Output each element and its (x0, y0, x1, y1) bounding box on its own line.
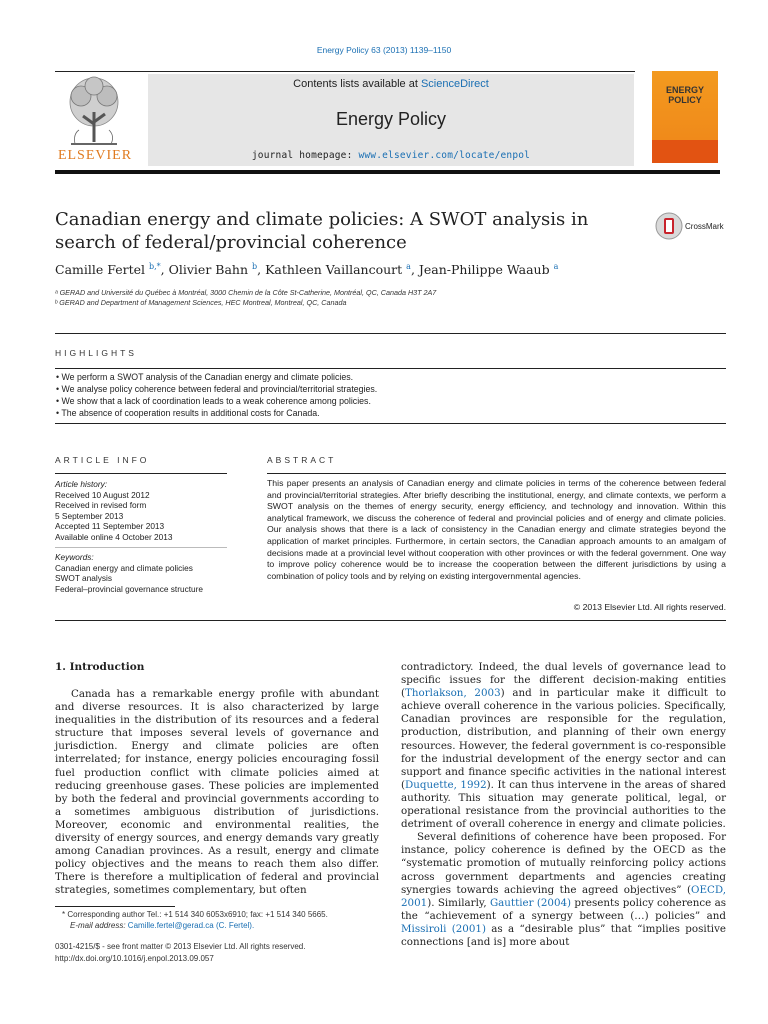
citation-link[interactable]: Thorlakson, 2003 (405, 687, 501, 700)
paragraph (401, 831, 726, 949)
author-name: Kathleen Vaillancourt (265, 262, 403, 278)
divider (55, 423, 726, 424)
issn-line: 0301-4215/$ - see front matter © 2013 Elsevier Ltd. All rights reserved. (55, 942, 306, 951)
contents-line (148, 78, 634, 90)
text-run: presents policy coherence as the “achievement of a synergy between (…) policies” and (401, 896, 727, 922)
text-run: as a “desirable plus” that “implies positive connections [and is] more about (401, 922, 726, 948)
author-affiliation-marker[interactable]: a (406, 262, 411, 271)
article-history (55, 479, 172, 542)
crossmark-icon (655, 212, 683, 240)
author-list: Camille Fertel $^{b,*}$, Olivier Bahn $^b$, Kathleen Vaillancourt $^a$, Jean-Philippe Waaub $^a$ (55, 262, 559, 278)
email-label: E-mail address: (70, 921, 128, 930)
abstract-heading: ABSTRACT (267, 455, 337, 465)
divider (55, 333, 726, 334)
citation-link[interactable]: Duquette, 1992 (405, 778, 487, 791)
citation-link[interactable]: Missiroli (2001) (401, 922, 486, 935)
highlight-item: • We show that a lack of coordination leads to a weak coherence among policies. (56, 396, 371, 406)
author-name: Olivier Bahn (168, 262, 249, 278)
crossmark-label: CrossMark (685, 222, 724, 231)
history-line: Accepted 11 September 2013 (55, 521, 165, 531)
text-run: ) and in particular make it difficult to achieve overall coherence in the various policies. Specifically, Canadian provinces are responsible for the regulation, production, distribution, and planning of their own energy resources. However, the federal government is co-responsible for the industrial development of the energy sector and can support and finance specific activities in the national interest ( (401, 687, 726, 791)
author-affiliation-marker[interactable]: b,* (149, 262, 161, 271)
divider (267, 473, 726, 474)
elsevier-wordmark: ELSEVIER (57, 148, 133, 163)
history-line: Available online 4 October 2013 (55, 531, 173, 542)
history-line: Received in revised form (55, 500, 147, 510)
citation-link[interactable]: Gauttier (2004) (489, 896, 572, 909)
copyright: © 2013 Elsevier Ltd. All rights reserved. (573, 602, 726, 612)
text-run: Several definitions of coherence have been proposed. For instance, policy coherence is defined by the OECD as the “systematic promotion of mutually reinforcing policy actions across government departments and agencies creating synergies towards achieving the agreed objectives” ( (401, 831, 726, 896)
sciencedirect-link[interactable]: ScienceDirect (420, 78, 489, 90)
left-column (55, 688, 379, 898)
homepage-prefix: journal homepage: (251, 150, 359, 161)
cover-title: ENERGY POLICY (665, 85, 704, 105)
keywords-label: Keywords: (55, 552, 94, 562)
highlights-heading: HIGHLIGHTS (55, 348, 137, 358)
affiliation-b: ᵇ GERAD and Department of Management Sciences, HEC Montreal, Montreal, QC, Canada (55, 298, 347, 307)
article-title: Canadian energy and climate policies: A SWOT analysis in search of federal/provincial coherence (55, 209, 589, 253)
highlight-item: • We perform a SWOT analysis of the Canadian energy and climate policies. (56, 372, 354, 382)
author-affiliation-marker[interactable]: a (553, 262, 559, 271)
paragraph (401, 661, 726, 831)
text-run: contradictory. Indeed, the dual levels of governance lead to specific issues for the different decision-making entities ( (401, 661, 726, 700)
keyword: Canadian energy and climate policies (55, 562, 193, 573)
divider (55, 368, 726, 369)
contents-prefix: Contents lists available at (293, 78, 421, 90)
author-name: Jean-Philippe Waaub (418, 262, 550, 278)
email-note (70, 921, 254, 930)
paragraph: Canada has a remarkable energy profile with abundant and diverse resources. It is also characterized by large inequalities in the distribution of its resources and a federal structure that imposes several levels of governance and jurisdiction. Energy and climate policies are often interrelated; for instance, energy policies encouraging fossil fuel production conflict with climate policies aimed at reducing greenhouse gases. These policies are implemented by both the federal and provincial governments according to a sometimes ambiguous distribution of jurisdictions. Moreover, economic and environmental realities, the diversity of energy sources, and energy demands vary greatly among Canadian provinces. As a result, energy and climate policy objectives and the means to reach them also differ. There is therefore a multiplication of federal and provincial strategies, sometimes complementary, but often (55, 688, 379, 897)
text-run: ). Similarly, (427, 896, 490, 909)
citation-link[interactable]: OECD, 2001 (401, 883, 726, 909)
divider (55, 473, 227, 474)
corresponding-author-note: * Corresponding author Tel.: +1 514 340 6053x6910; fax: +1 514 340 5665. (62, 910, 328, 919)
highlight-item: • The absence of cooperation results in additional costs for Canada. (56, 408, 320, 418)
homepage-link[interactable]: www.elsevier.com/locate/enpol (358, 150, 531, 161)
header-rule (55, 71, 635, 72)
text-run: ). It can thus intervene in the areas of shared authority. This situation may generate political, legal, or operational resistance from the provincial authorities to the detriment of overall coherence in energy and climate policies. (401, 778, 727, 831)
keywords (55, 552, 203, 594)
keyword: SWOT analysis (55, 573, 113, 583)
email-link[interactable]: Camille.fertel@gerad.ca (C. Fertel). (127, 921, 255, 930)
doi-link[interactable]: http://dx.doi.org/10.1016/j.enpol.2013.09.057 (55, 954, 214, 963)
history-label: Article history: (55, 479, 108, 489)
footnote-rule (55, 906, 175, 907)
author-name: Camille Fertel (55, 262, 146, 278)
affiliation-a: ᵃ GERAD and Université du Québec à Montréal, 3000 Chemin de la Côte St-Catherine, Montréal, QC, Canada H3T 2A7 (55, 288, 437, 297)
highlight-item: • We analyse policy coherence between federal and provincial/territorial strategies. (56, 384, 378, 394)
journal-name: Energy Policy (335, 109, 447, 129)
divider (55, 620, 726, 621)
author-affiliation-marker[interactable]: b (252, 262, 258, 271)
journal-homepage (148, 150, 634, 161)
header-thick-rule (55, 170, 720, 174)
abstract-text: This paper presents an analysis of Canadian energy and climate policies in terms of the coherence between federal and provincial/territorial strategies. After briefly describing the institutional, energy, and climate contexts, we perform a SWOT analysis on the themes of energy security, energy efficiency, and technology and innovation. Within this analytical framework, we discuss the coherence of federal and provincial policies and of energy and climate policies. Our analysis shows that there is a lack of consistency in the Canadian energy and climate strategies beyond the application of market principles. Furthermore, in certain sectors, the Canadian approach amounts to an amalgam of decisions made at a provincial level without cooperation with other provinces or with the federal government. One way to improve policy coherence would be to increase the cooperation between the different jurisdictions by using a combination of policy tools and by relying on existing intergovernmental agencies. (267, 478, 726, 581)
section-heading-introduction: 1. Introduction (55, 661, 145, 673)
crossmark-badge[interactable] (655, 212, 725, 242)
keyword: Federal–provincial governance structure (55, 583, 204, 594)
article-info-heading: ARTICLE INFO (55, 455, 150, 465)
right-column (401, 661, 726, 949)
divider (55, 547, 227, 548)
journal-citation[interactable]: Energy Policy 63 (2013) 1139–1150 (316, 45, 452, 55)
history-line: 5 September 2013 (55, 510, 124, 521)
history-line: Received 10 August 2012 (55, 489, 150, 500)
